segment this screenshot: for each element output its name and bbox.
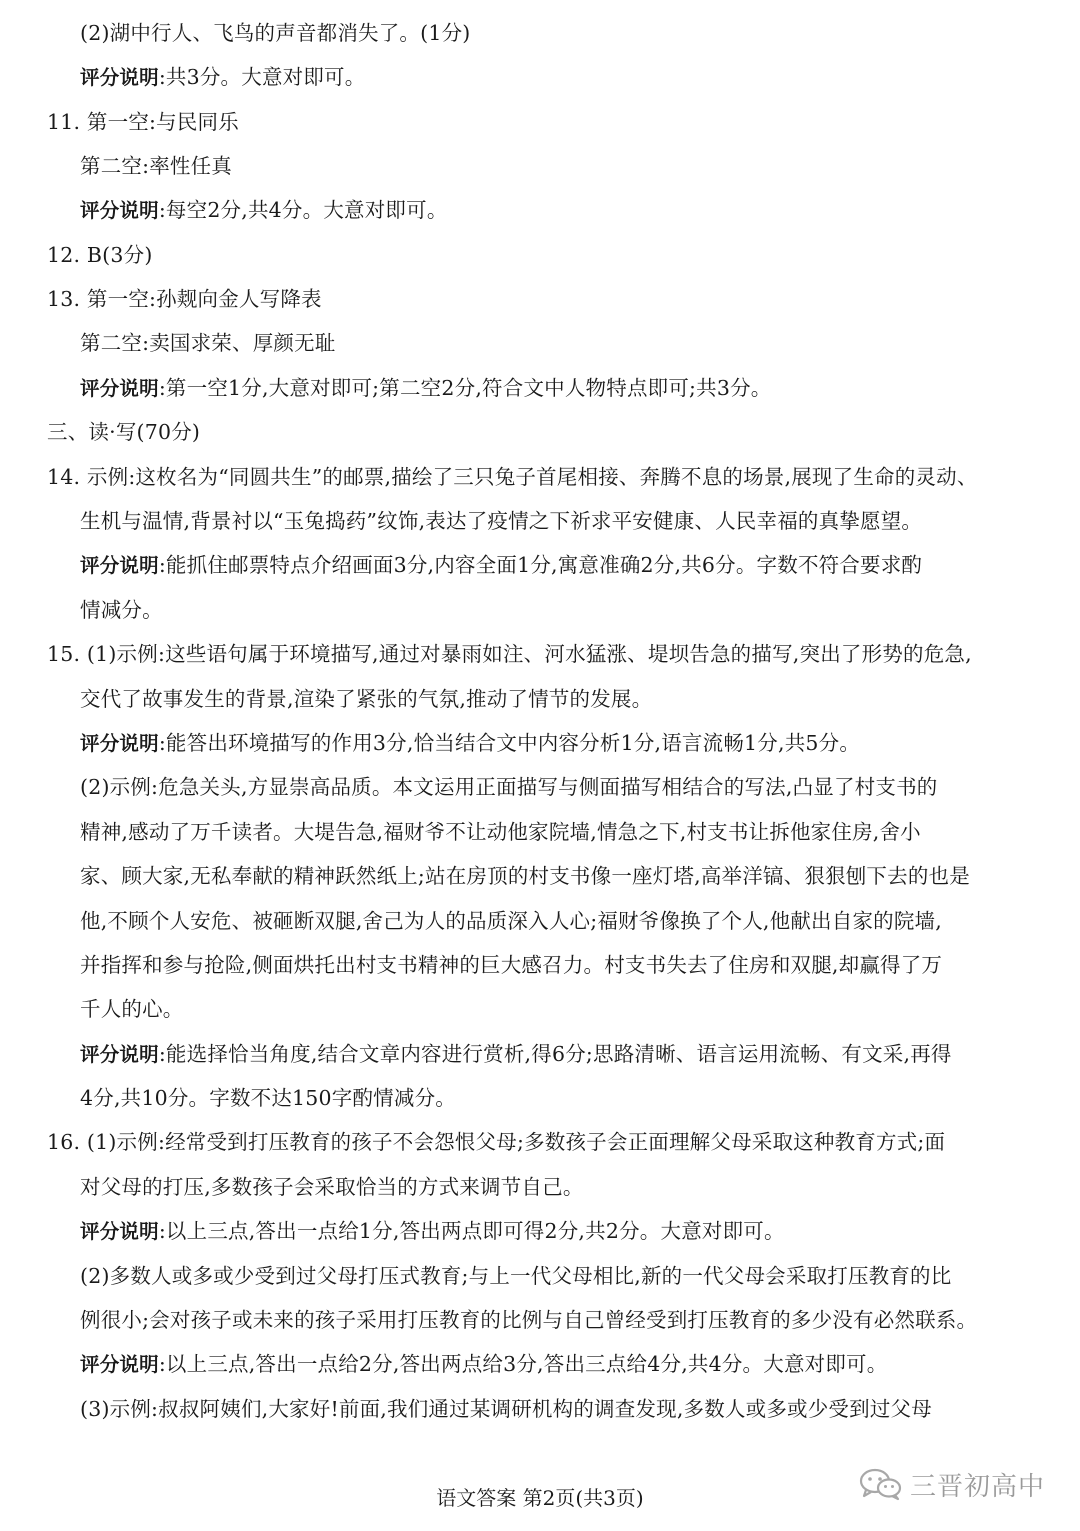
section-heading: 三、读·写(70分) <box>47 420 201 444</box>
text-line: (2)多数人或多或少受到过父母打压式教育;与上一代父母相比,新的一代父母会采取打压教育的比 <box>80 1264 952 1288</box>
text-line: (3)示例:叔叔阿姨们,大家好!前面,我们通过某调研机构的调查发现,多数人或多或少受到过父母 <box>80 1397 932 1421</box>
watermark <box>858 1462 1068 1506</box>
scoring-note: 评分说明:能抓住邮票特点介绍画面3分,内容全面1分,寓意准确2分,共6分。字数不符合要求酌 <box>80 553 923 577</box>
scoring-label: 评分说明 <box>80 66 159 89</box>
scoring-label: 评分说明 <box>80 1353 159 1376</box>
text-line: 例很小;会对孩子或未来的孩子采用打压教育的比例与自己曾经受到打压教育的多少没有必然联系。 <box>80 1308 978 1332</box>
scoring-note: 评分说明:第一空1分,大意对即可;第二空2分,符合文中人物特点即可;共3分。 <box>80 376 772 400</box>
scoring-note: 评分说明:能答出环境描写的作用3分,恰当结合文中内容分析1分,语言流畅1分,共5分。 <box>80 731 861 755</box>
scoring-note: 评分说明:以上三点,答出一点给1分,答出两点即可得2分,共2分。大意对即可。 <box>80 1219 785 1243</box>
text-line: 第二空:率性任真 <box>80 154 233 178</box>
text-line: 对父母的打压,多数孩子会采取恰当的方式来调节自己。 <box>80 1175 584 1199</box>
text-line: 4分,共10分。字数不达150字酌情减分。 <box>80 1086 456 1110</box>
scoring-label: 评分说明 <box>80 1043 159 1066</box>
scoring-note: 评分说明:共3分。大意对即可。 <box>80 65 366 89</box>
page-footer: 语文答案 第2页(共3页) <box>436 1486 644 1510</box>
text-line: 精神,感动了万千读者。大堤告急,福财爷不让动他家院墙,情急之下,村支书让拆他家住房,舍小 <box>80 820 921 844</box>
scoring-note: 评分说明:每空2分,共4分。大意对即可。 <box>80 198 448 222</box>
question-11: 11. 第一空:与民同乐 <box>47 110 239 134</box>
text-line: 交代了故事发生的背景,渲染了紧张的气氛,推动了情节的发展。 <box>80 687 653 711</box>
text-line: (2)湖中行人、飞鸟的声音都消失了。(1分) <box>80 21 471 45</box>
text-line: 千人的心。 <box>80 997 184 1021</box>
text-line: 情减分。 <box>80 598 163 622</box>
scoring-note: 评分说明:以上三点,答出一点给2分,答出两点给3分,答出三点给4分,共4分。大意对即可。 <box>80 1352 888 1376</box>
text-line: 生机与温情,背景衬以“玉兔捣药”纹饰,表达了疫情之下祈求平安健康、人民幸福的真挚愿望。 <box>80 509 923 533</box>
scoring-note: 评分说明:能选择恰当角度,结合文章内容进行赏析,得6分;思路清晰、语言运用流畅、有文采,再得 <box>80 1042 952 1066</box>
text-line: 并指挥和参与抢险,侧面烘托出村支书精神的巨大感召力。村支书失去了住房和双腿,却赢得了万 <box>80 953 943 977</box>
watermark-text: 三晋初高中 <box>910 1471 1046 1502</box>
scoring-label: 评分说明 <box>80 199 159 222</box>
question-15: 15. (1)示例:这些语句属于环境描写,通过对暴雨如注、河水猛涨、堤坝告急的描写,突出了形势的危急, <box>47 642 972 666</box>
scoring-label: 评分说明 <box>80 377 159 400</box>
question-13: 13. 第一空:孙觌向金人写降表 <box>47 287 322 311</box>
wechat-icon <box>858 1467 904 1501</box>
text-line: (2)示例:危急关头,方显崇高品质。本文运用正面描写与侧面描写相结合的写法,凸显了村支书的 <box>80 775 938 799</box>
text-line: 他,不顾个人安危、被砸断双腿,舍己为人的品质深入人心;福财爷像换了个人,他献出自家的院墙, <box>80 909 942 933</box>
question-12: 12. B(3分) <box>47 243 153 267</box>
scoring-label: 评分说明 <box>80 732 159 755</box>
scoring-label: 评分说明 <box>80 554 159 577</box>
scoring-label: 评分说明 <box>80 1220 159 1243</box>
question-14: 14. 示例:这枚名为“同圆共生”的邮票,描绘了三只兔子首尾相接、奔腾不息的场景,展现了生命的灵动、 <box>47 465 978 489</box>
text-line: 第二空:卖国求荣、厚颜无耻 <box>80 331 336 355</box>
text-line: 家、顾大家,无私奉献的精神跃然纸上;站在房顶的村支书像一座灯塔,高举洋镐、狠狠刨下去的也是 <box>80 864 970 888</box>
question-16: 16. (1)示例:经常受到打压教育的孩子不会怨恨父母;多数孩子会正面理解父母采取这种教育方式;面 <box>47 1130 946 1154</box>
